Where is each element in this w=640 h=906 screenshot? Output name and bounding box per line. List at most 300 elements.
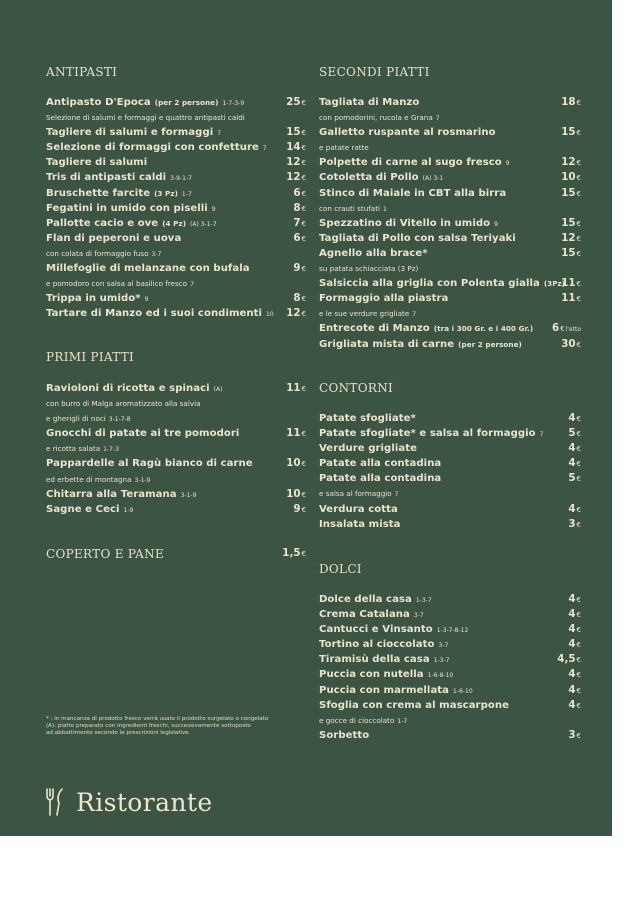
item-label [319,607,424,623]
menu-item [46,306,306,321]
item-portion: (3 Pz) [154,188,178,198]
menu-item [319,607,581,622]
item-label [319,652,450,668]
item-price [561,170,581,186]
item-price [286,381,306,397]
item-price [568,698,581,714]
menu-item [46,487,306,502]
price-value: 12 [286,171,301,184]
description-label [319,110,440,126]
price-value: 12 [286,156,301,169]
item-price [568,456,581,472]
item-label [319,592,432,608]
item-price [561,246,581,262]
item-name: Patate alla contadina [319,458,442,470]
item-label [46,426,239,441]
menu-item [319,155,581,170]
item-price [293,216,306,232]
menu-item [46,170,306,185]
price-currency: € [301,310,306,319]
item-description: e ricotta salata [46,444,101,454]
item-description: con pomodorini, rucola e Grana [319,113,433,123]
item-name: Sorbetto [319,729,370,741]
item-label [319,683,473,699]
item-label [319,411,416,426]
dolci-list [319,592,581,743]
item-description: e gherigli di noci [46,414,106,424]
price-value: 4 [568,412,576,424]
item-price [286,140,306,156]
section-title-coperto: COPERTO E PANE [46,547,165,561]
item-label [319,337,522,352]
item-price [561,95,581,111]
item-price [561,125,581,141]
item-allergens: (A) [213,386,223,393]
item-label [319,728,369,743]
menu-item [319,411,581,426]
item-name: Galletto ruspante al rosmarino [319,127,496,139]
menu-item-description [319,140,581,155]
item-label [46,502,133,518]
item-name: Entrecote di Manzo [319,323,430,335]
item-price [568,592,581,608]
item-description: e le sue verdure grigliate [319,309,410,319]
price-currency: € [301,99,306,107]
item-name: Puccia con marmellata [319,684,450,696]
item-allergens: 1-6-10 [453,687,473,695]
item-label [319,186,506,201]
menu-item [319,456,581,471]
item-price [568,683,581,699]
menu-item [319,125,581,140]
item-label [319,276,565,291]
item-label [319,622,468,638]
price-currency: € [576,641,581,650]
price-value: 11 [561,292,576,305]
price-value: 15 [561,246,576,259]
item-name: Polpette di carne al sugo fresco [319,157,502,169]
description-label [46,441,119,457]
menu-item-description [319,713,581,728]
item-name: Fegatini in umido con piselli [46,202,208,214]
item-price [293,231,306,247]
price-value: 5 [568,427,576,440]
price-value: 3 [568,728,576,741]
price-currency: € [301,159,306,168]
price-value: 9 [293,262,301,275]
contorni-list [319,411,581,532]
item-label [319,95,419,110]
item-name: Agnello alla brace* [319,247,428,259]
menu-item [319,170,581,185]
menu-item [319,291,581,306]
item-allergens: 7 [262,145,267,153]
price-value: 10 [286,487,301,500]
item-allergens: (A) 3-1 [422,175,444,183]
note-line: * : in mancanza di prodotto fresco verrà usato il prodotto surgelato o congelato [46,716,269,722]
item-price [293,291,306,307]
menu-item [319,592,581,607]
description-label [46,472,150,488]
item-price [568,637,581,653]
item-label [46,201,216,217]
price-currency: € [576,295,581,304]
price-value: 25 [286,96,301,108]
item-label [46,487,196,503]
item-price [568,622,581,638]
menu-item [46,291,306,306]
item-price [286,95,306,111]
price-currency: € [576,129,581,138]
coperto-price-row [46,546,306,561]
menu-item [46,502,306,517]
price-currency: € [301,490,306,499]
menu-item [46,140,306,155]
price-value: 10 [286,457,301,470]
item-name: Gnocchi di patate ai tre pomodori [46,428,240,440]
item-name: Tartare di Manzo ed i suoi condimenti [46,308,263,320]
price-currency: € [576,340,581,349]
item-name: Sagne e Ceci [46,503,120,515]
logo-text: Ristorante [76,787,213,817]
price-currency: € [576,249,581,258]
item-name: Tiramisù della casa [319,654,430,666]
item-price [561,337,581,353]
item-label [46,306,274,322]
menu-item [319,698,581,713]
item-label [319,170,443,186]
item-price [293,502,306,518]
item-description: e patate ratte [319,143,369,153]
item-price [568,607,581,623]
item-name: Crema Catalana [319,609,410,621]
item-label [46,291,148,307]
item-label [319,291,448,306]
price-value: 4 [568,638,576,651]
section-title-secondi: SECONDI PIATTI [319,65,430,79]
description-label [46,110,245,125]
item-allergens: 3-9-1-7 [170,175,192,183]
item-allergens: 1-6-8-10 [427,672,454,680]
price-value: 15 [561,216,576,229]
menu-item [319,622,581,637]
menu-item-description [46,396,306,411]
price-currency: € [576,219,581,228]
price-unit: l'etto [565,326,581,334]
item-description: e pomodoro con salsa al basilico fresco [46,279,188,289]
item-price [568,441,581,457]
menu-item [319,246,581,261]
item-allergens: 9 [211,205,216,213]
menu-item [319,728,581,743]
price-value: 6 [293,186,301,199]
price-currency: € [576,686,581,695]
item-price [286,155,306,171]
item-label [319,517,401,532]
description-label [319,140,369,155]
price-value: 7 [293,216,301,229]
item-price [568,728,581,744]
item-name: Stinco di Maiale in CBT alla birra [319,187,507,199]
menu-item [46,186,306,201]
restaurant-logo [44,784,213,820]
price-currency: € [576,159,581,168]
item-name: Tris di antipasti caldi [46,172,167,184]
price-value: 4 [568,668,576,681]
price-value: 8 [293,201,301,214]
menu-item [46,261,306,276]
price-currency: € [576,626,581,635]
item-name: Verdura cotta [319,503,398,515]
item-label [46,155,147,170]
item-description: e gocce di cioccolato [319,715,395,725]
item-name: Dolce della casa [319,594,412,605]
price-value: 14 [286,141,301,154]
item-label [319,441,417,456]
item-price [286,306,306,322]
item-name: Tagliere di salumi [46,157,148,169]
price-value: 12 [561,231,576,244]
menu-item [319,471,581,486]
price-currency: € [576,189,581,198]
item-allergens: 1-3-7 [433,657,450,665]
item-name: Cotoletta di Pollo [319,172,419,184]
menu-item [319,637,581,652]
item-price [561,216,581,232]
item-description: con burro di Malga aromatizzato alla salvia [46,399,201,409]
description-label [319,713,407,729]
price-currency: € [576,596,581,604]
item-allergens: 7 [435,115,440,123]
section-title-contorni: CONTORNI [319,381,394,395]
item-allergens: 7 [412,311,417,319]
price-value: 6 [293,231,301,244]
item-name: Flan di peperoni e uova [46,232,182,244]
price-value: 4 [568,683,576,696]
price-value: 3 [568,517,576,530]
item-price [561,155,581,171]
item-description: e salsa al formaggio [319,489,392,499]
price-value: 12 [561,156,576,169]
item-name: Pallotte cacio e ove [46,217,159,229]
item-label [319,321,533,336]
item-price [568,471,581,487]
menu-item [319,321,581,336]
item-label [46,231,181,246]
item-price [552,321,581,337]
price-currency: € [576,99,581,107]
item-label [319,502,398,517]
item-description: Selezione di salumi e formaggi e quattro antipasti caldi [46,113,245,123]
menu-item [46,95,306,110]
price-value: 30 [561,337,576,350]
menu-item [46,125,306,140]
menu-item [46,231,306,246]
item-name: Patate sfogliate* [319,413,416,424]
price-currency: € [301,505,306,514]
allergen-notes [46,716,306,738]
item-price [568,517,581,533]
item-label [46,381,222,397]
menu-item [46,216,306,231]
item-price [293,201,306,217]
item-label [46,125,221,141]
menu-item [319,276,581,291]
item-price [293,261,306,277]
price-currency: € [301,385,306,393]
item-price [286,170,306,186]
item-price [568,667,581,683]
item-name: Pappardelle al Ragù bianco di carne [46,458,253,470]
item-allergens: 1-7 [397,717,408,725]
menu-item [319,667,581,682]
menu-item [319,216,581,231]
price-value: 15 [561,186,576,199]
item-allergens: 3-7 [438,642,449,650]
item-allergens: 3-1-9 [180,491,197,499]
description-label [46,411,131,427]
price-currency: € [576,234,581,243]
item-name: Grigliata mista di carne [319,338,455,350]
item-allergens: 9 [505,160,510,168]
menu-item [319,426,581,441]
section-title-dolci: DOLCI [319,562,362,576]
item-name: Salsiccia alla griglia con Polenta gialla [319,278,540,290]
price-value: 4 [568,457,576,470]
menu-item [319,95,581,110]
menu-item-description [46,411,306,426]
price-value: 4 [568,593,576,605]
item-name: Patate sfogliate* e salsa al formaggio [319,428,536,440]
coperto-price: 1,5€ [282,547,306,559]
description-label [46,276,194,292]
item-allergens: (A) 3-1-7 [190,220,217,228]
antipasti-list [46,95,306,321]
item-name: Patate alla contadina [319,473,442,485]
price-currency: € [301,460,306,469]
item-label [319,426,543,442]
item-portion: (3Pz) [543,279,566,289]
item-name: Antipasto D'Epoca [46,97,151,108]
menu-item-description [46,110,306,125]
note-line: (A): piatto preparato con ingredienti freschi, successivamente sottoposto [46,723,251,730]
item-price [568,411,581,427]
price-value: 15 [561,126,576,139]
item-description: ed erbette di montagna [46,474,132,484]
menu-item-description [46,276,306,291]
item-portion: (tra i 300 Gr. e i 400 Gr.) [433,324,534,334]
item-allergens: 1-7-3 [103,446,119,454]
item-price [561,231,581,247]
item-allergens: 7 [394,491,399,499]
price-value: 4 [568,608,576,621]
price-currency: € [576,460,581,469]
price-value: 11 [286,427,301,440]
price-currency: € [301,129,306,138]
price-currency: € [301,295,306,304]
item-portion: (per 2 persone) [458,339,522,349]
price-value: 4 [568,698,576,711]
price-currency: € [576,731,581,740]
description-label [319,486,398,502]
item-label [319,125,496,140]
price-value: 12 [286,307,301,320]
price-currency: € [560,325,565,334]
description-label [319,306,416,322]
item-label [319,231,516,246]
section-title-antipasti: ANTIPASTI [46,65,118,79]
price-value: 4 [568,623,576,636]
price-value: 4 [568,442,576,455]
cutlery-icon [44,787,66,817]
note-line: ad abbattimento secondo le prescrizioni legislative [46,730,189,737]
item-price [568,426,581,442]
menu-item [319,441,581,456]
item-portion: (per 2 persone) [154,98,219,107]
menu-item [46,456,306,471]
item-price [561,276,581,292]
price-currency: € [576,520,581,529]
item-label [46,140,267,156]
item-allergens: 9 [494,220,498,228]
price-value: 5 [568,472,576,485]
item-label [46,170,192,186]
menu-item-description [319,306,581,321]
item-price [286,456,306,472]
item-label [319,667,453,683]
price-value: 18 [561,96,576,108]
menu-item-description [46,246,306,261]
item-allergens: 3-7 [151,250,162,258]
item-allergens: 1-9 [123,506,134,514]
item-name: Bruschette farcite [46,187,151,199]
item-name: Cantucci e Vinsanto [319,624,433,636]
description-label [319,261,418,276]
item-description: con colata di formaggio fuso [46,248,149,258]
item-price [286,125,306,141]
item-allergens: 7 [190,281,194,289]
item-description: con crauti stufati [319,203,381,213]
item-label [46,95,244,111]
item-name: Ravioloni di ricotta e spinaci [46,383,210,394]
secondi-list [319,95,581,352]
item-label [46,456,253,471]
item-description: su patata schiacciata (3 Pz) [319,264,419,274]
price-currency: € [301,144,306,153]
item-name: Verdure grigliate [319,443,417,455]
item-label [319,698,509,713]
price-currency: € [576,701,581,710]
menu-item [319,231,581,246]
item-label [46,216,217,232]
item-name: Spezzatino di Vitello in umido [319,217,491,229]
item-allergens: 10 [266,311,274,319]
price-currency: € [576,671,581,680]
menu-item [319,502,581,517]
price-currency: € [576,415,581,423]
price-value: 11 [286,382,301,394]
item-label [319,637,448,653]
price-currency: € [576,445,581,454]
description-label [46,246,161,262]
price-value: 6 [551,322,560,335]
description-label [319,201,387,217]
item-allergens: 7 [217,130,222,138]
section-title-primi: PRIMI PIATTI [46,350,135,364]
item-name: Selezione di formaggi con confetture [46,142,259,154]
item-label [319,246,428,261]
price-value: 4,5 [557,653,576,666]
